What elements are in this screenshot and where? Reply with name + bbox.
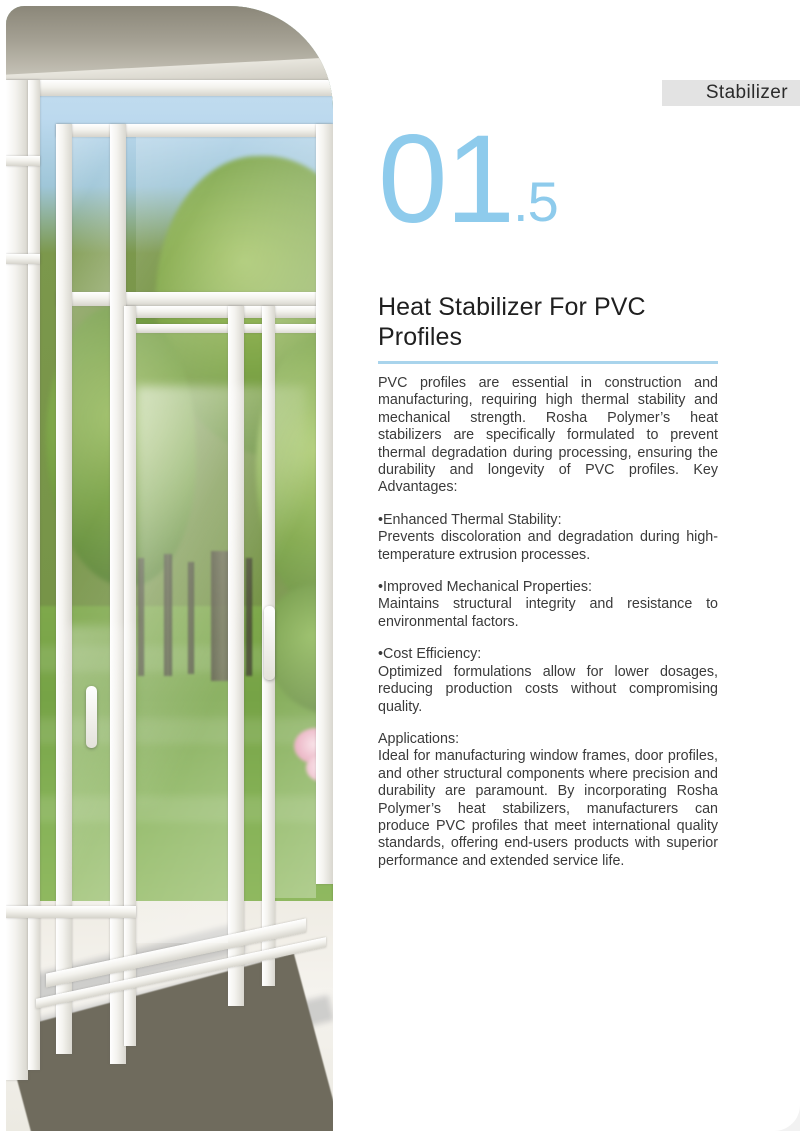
tree-trunk: [188, 562, 194, 674]
mullion: [228, 306, 244, 1006]
section-block: [378, 731, 718, 870]
section-number: [378, 110, 558, 249]
window-reveal-rail: [6, 156, 40, 166]
section-heading: •Enhanced Thermal Stability:: [378, 511, 562, 528]
section-heading: •Improved Mechanical Properties:: [378, 579, 592, 596]
section-heading: •Cost Efficiency:: [378, 646, 482, 663]
title-divider: [378, 361, 718, 364]
transom-rail: [56, 292, 333, 306]
intro-paragraph: PVC profiles are essential in construction and manufacturing, requiring high thermal stability and mechanical strength. Rosha Polymer’s heat stabilizers are specifically formulated to prevent thermal degradation during processing, ensuring the durability and longevity of PVC profiles. Key Advantages:: [378, 375, 718, 496]
body-copy: [378, 375, 718, 870]
section-block: [378, 512, 718, 564]
tree-trunk: [246, 558, 252, 676]
section-number-main: 01: [378, 110, 514, 249]
section-text: Optimized formulations allow for lower dosages, reducing production costs without compromising quality.: [378, 663, 718, 715]
section-block: [378, 579, 718, 631]
section-heading: Applications:: [378, 730, 460, 747]
page-title: Heat Stabilizer For PVC Profiles: [378, 293, 646, 351]
section-number-suffix: .5: [513, 169, 558, 233]
product-photo-panel: [6, 6, 333, 1131]
mullion: [316, 124, 333, 884]
tree-trunk: [138, 558, 144, 676]
section-text: Maintains structural integrity and resistance to environmental factors.: [378, 596, 718, 630]
door-handle: [264, 606, 275, 680]
section-text: Prevents discoloration and degradation during high-temperature extrusion processes.: [378, 529, 718, 563]
transom-rail: [56, 124, 333, 137]
section-block: [378, 646, 718, 716]
category-label: Stabilizer: [705, 82, 788, 103]
door-handle: [86, 686, 97, 748]
pvc-door-photo: [6, 6, 333, 1131]
door-jamb: [28, 80, 40, 1070]
door-head-rail: [6, 80, 333, 96]
section-text: Ideal for manufacturing window frames, door profiles, and other structural components where precision and durability are paramount. By incorporating Rosha Polymer’s heat stabilizers, manufacturers can produce PVC profiles that meet international quality standards, offering end-users products with superior performance and extended service life.: [378, 748, 718, 869]
door-jamb: [6, 80, 28, 1080]
tree-trunk: [164, 554, 172, 676]
window-reveal-rail: [6, 254, 40, 264]
door-sill: [6, 906, 136, 918]
mullion: [124, 306, 136, 1046]
